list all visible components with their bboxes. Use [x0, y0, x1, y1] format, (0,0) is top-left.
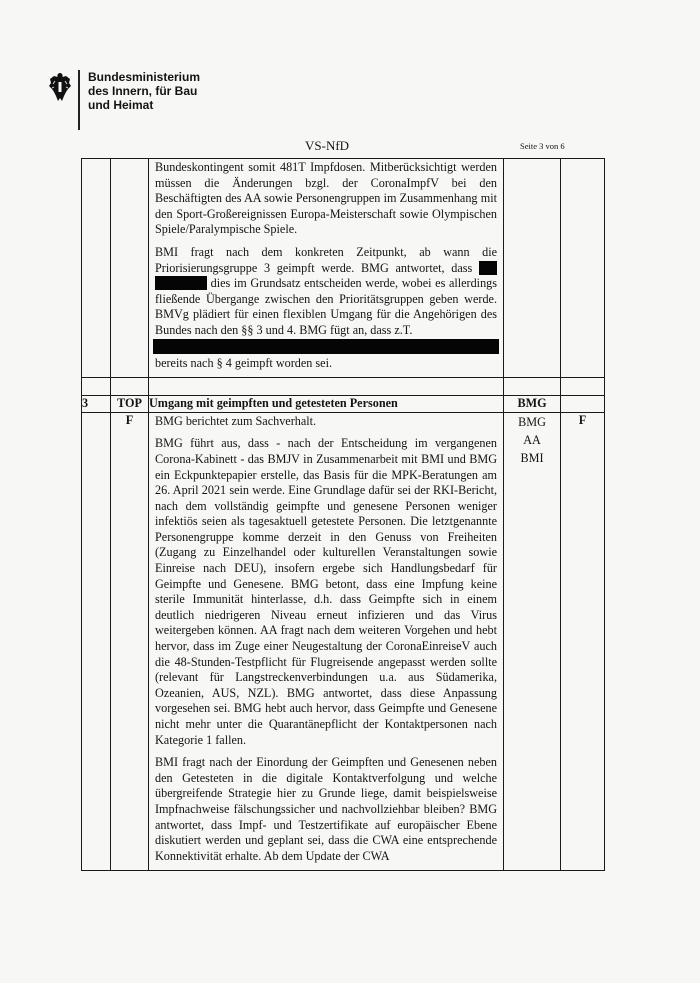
paragraph-contact-tracing: BMI fragt nach der Einordung der Geimpften und Genesenen neben den Getesteten in die digitale Kontaktverfolgung und welche übergreifende Strategie hier zu Grunde liege, damit beispielsweise Impfnachweise fälschungssicher und nachvollziehbar bleiben? BMG antwortet, dass Impf- und Testzertifikate auf europäischer Ebene diskutiert werden und geplant sei, dass die CWA eine entsprechende Konnektivität erhalte. Ab dem Update der CWA	[155, 755, 497, 863]
participant: BMI	[520, 450, 544, 465]
detail-status: F	[561, 412, 605, 871]
detail-type: F	[111, 412, 149, 871]
paragraph-priority-group	[155, 245, 497, 371]
redaction-block	[155, 276, 207, 290]
paragraph-report: BMG berichtet zum Sachverhalt.	[155, 413, 317, 428]
table-row-detail	[82, 412, 605, 871]
table-row-continued	[82, 159, 605, 378]
cell-type	[111, 159, 149, 378]
cell-empty	[149, 378, 504, 396]
table-row-empty	[82, 378, 605, 396]
cell-empty	[82, 378, 111, 396]
redaction-block	[153, 339, 499, 354]
paragraph-eckpunktepapier: BMG führt aus, dass - nach der Entscheidung im vergangenen Corona-Kabinett - das BMJV in Zusammenarbeit mit BMI und BMG ein Eckpunktepapier erstelle, das Basis für die MPK-Beratungen am 26. April 2021 sein werde. Eine Grundlage dafür sei der RKI-Bericht, nach dem vollständig geimpfte und genesene Personen weniger infektiös seien als tagesaktuell getestete Personen. Die letztgenannte Personengruppe komme derzeit in den Genuss von Freiheiten (Zugang zu Einzelhandel oder kulturellen Veranstaltungen sowie Einreise nach DEU), insofern ergebe sich Handlungsbedarf für Geimpfte und Genesene. BMG betont, dass eine Impfung keine sterile Immunität hinterlasse, d.h. dass Geimpfte sich in einem deutlich niedrigeren Niveau erneut infizieren und das Virus weitergeben können. AA fragt nach dem weiteren Vorgehen und hebt hervor, dass im Zuge einer Neugestaltung der CoronaEinreiseV auch die 48-Stunden-Testpflicht für Flugreisende angepasst werden sollte (relevant für Langstreckenverbindungen u.a. aus Südamerika, Ozeanien, AUS, NZL). BMG antwortet, dass diese Anpassung vorgesehen sei. BMG hebt auch hervor, dass Geimpfte und Genesene nicht mehr unter die Quarantänepflicht der Kontaktpersonen nach Kategorie 1 fallen.	[155, 436, 497, 747]
cell-empty	[111, 378, 149, 396]
cell-responsible	[504, 159, 561, 378]
cell-empty	[561, 378, 605, 396]
ministry-line-2: des Innern, für Bau	[88, 84, 198, 98]
cell-status	[561, 396, 605, 413]
participant: AA	[523, 432, 541, 447]
cell-content	[149, 412, 504, 871]
cell-status	[561, 159, 605, 378]
cell-content	[149, 159, 504, 378]
participants	[504, 412, 561, 871]
letterhead	[48, 70, 200, 130]
letterhead-rule	[78, 70, 80, 130]
paragraph-vaccine-contingent: Bundeskontingent somit 481T Impfdosen. Mitberücksichtigt werden müssen die Änderungen bzgl. der CoronaImpfV bei den Beschäftigten des AA sowie Personengruppen im Zusammenhang mit den Sport-Großereignissen Europa-Meisterschaft sowie Olympischen Spiele/Paralympische Spiele.	[155, 160, 497, 237]
top-responsible: BMG	[504, 396, 561, 413]
text-segment: bereits nach § 4 geimpft worden sei.	[155, 355, 333, 370]
classification-label: VS-NfD	[305, 138, 350, 153]
top-type: TOP	[111, 396, 149, 413]
text-segment: dies im Grundsatz entscheiden werde, wobei es allerdings fließende Übergange zwischen den Prioritätsgruppen geben werde. BMVg plädiert für einen flexiblen Umgang für die Angehörigen des Bundes nach den §§ 3 und 4. BMG fügt an, dass z.T.	[155, 276, 498, 337]
participant: BMG	[518, 414, 546, 429]
cell-number	[82, 159, 111, 378]
cell-number	[82, 412, 111, 871]
text-segment: BMI fragt nach dem konkreten Zeitpunkt, ab wann die Priorisierungsgruppe 3 geimpft werde. BMG antwortet, dass	[155, 244, 497, 275]
table-row-top3	[82, 396, 605, 413]
redaction-block	[479, 261, 497, 275]
ministry-line-3: und Heimat	[88, 98, 154, 112]
top-title: Umgang mit geimpften und getesteten Personen	[149, 396, 504, 413]
top-number: 3	[82, 396, 111, 413]
cell-empty	[504, 378, 561, 396]
federal-eagle-icon	[48, 70, 72, 104]
minutes-table	[81, 158, 605, 871]
page-number: Seite 3 von 6	[520, 141, 565, 151]
ministry-name	[88, 70, 200, 112]
ministry-line-1: Bundesministerium	[88, 70, 201, 84]
